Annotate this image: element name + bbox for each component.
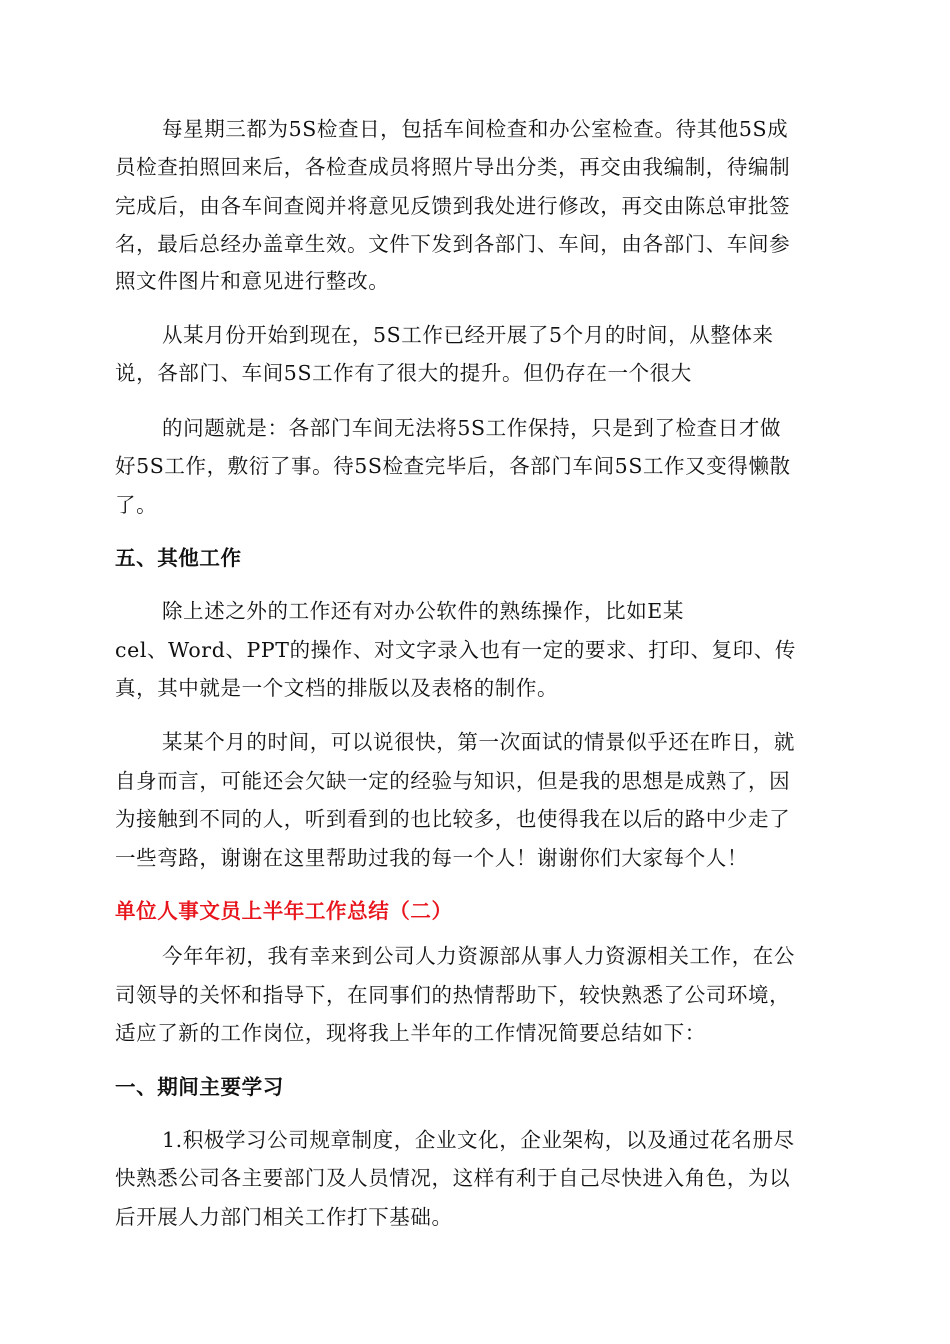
para-6-line-2: 司领导的关怀和指导下，在同事们的热情帮助下，较快熟悉了公司环境， xyxy=(115,983,791,1007)
para-5-line-2: 自身而言，可能还会欠缺一定的经验与知识，但是我的思想是成熟了，因 xyxy=(115,769,791,793)
para-5-line-1: 某某个月的时间，可以说很快，第一次面试的情景似乎还在昨日，就 xyxy=(162,730,795,754)
para-1-line-4: 名，最后总经办盖章生效。文件下发到各部门、车间，由各部门、车间参 xyxy=(115,232,791,256)
section-heading-main-study: 一、期间主要学习 xyxy=(115,1075,284,1099)
para-2-line-2: 说，各部门、车间5S工作有了很大的提升。但仍存在一个很大 xyxy=(115,361,692,385)
para-4-line-3: 真，其中就是一个文档的排版以及表格的制作。 xyxy=(115,676,559,700)
para-2-line-1: 从某月份开始到现在，5S工作已经开展了5个月的时间，从整体来 xyxy=(162,323,774,347)
para-6-line-3: 适应了新的工作岗位，现将我上半年的工作情况简要总结如下： xyxy=(115,1021,706,1045)
para-4-line-2: cel、Word、PPT的操作、对文字录入也有一定的要求、打印、复印、传 xyxy=(115,638,796,662)
para-3-line-2: 好5S工作，敷衍了事。待5S检查完毕后，各部门车间5S工作又变得懒散 xyxy=(115,454,791,478)
para-1-line-5: 照文件图片和意见进行整改。 xyxy=(115,269,390,293)
para-1-line-2: 员检查拍照回来后，各检查成员将照片导出分类，再交由我编制，待编制 xyxy=(115,155,791,179)
document-title-part-two: 单位人事文员上半年工作总结（二） xyxy=(115,899,453,923)
para-7-line-3: 后开展人力部门相关工作打下基础。 xyxy=(115,1205,453,1229)
para-7-line-1: 1.积极学习公司规章制度，企业文化，企业架构，以及通过花名册尽 xyxy=(162,1128,795,1152)
para-5-line-4: 一些弯路，谢谢在这里帮助过我的每一个人！谢谢你们大家每个人！ xyxy=(115,846,748,870)
para-1-line-3: 完成后，由各车间查阅并将意见反馈到我处进行修改，再交由陈总审批签 xyxy=(115,194,791,218)
para-4-line-1: 除上述之外的工作还有对办公软件的熟练操作，比如E某 xyxy=(162,599,684,623)
para-5-line-3: 为接触到不同的人，听到看到的也比较多，也使得我在以后的路中少走了 xyxy=(115,807,791,831)
section-heading-other-work: 五、其他工作 xyxy=(115,546,242,570)
para-3-line-3: 了。 xyxy=(115,493,158,517)
para-3-line-1: 的问题就是：各部门车间无法将5S工作保持，只是到了检查日才做 xyxy=(162,416,782,440)
para-6-line-1: 今年年初，我有幸来到公司人力资源部从事人力资源相关工作，在公 xyxy=(162,944,795,968)
para-7-line-2: 快熟悉公司各主要部门及人员情况，这样有利于自己尽快进入角色，为以 xyxy=(115,1166,791,1190)
para-1-line-1: 每星期三都为5S检查日，包括车间检查和办公室检查。待其他5S成 xyxy=(162,117,789,141)
